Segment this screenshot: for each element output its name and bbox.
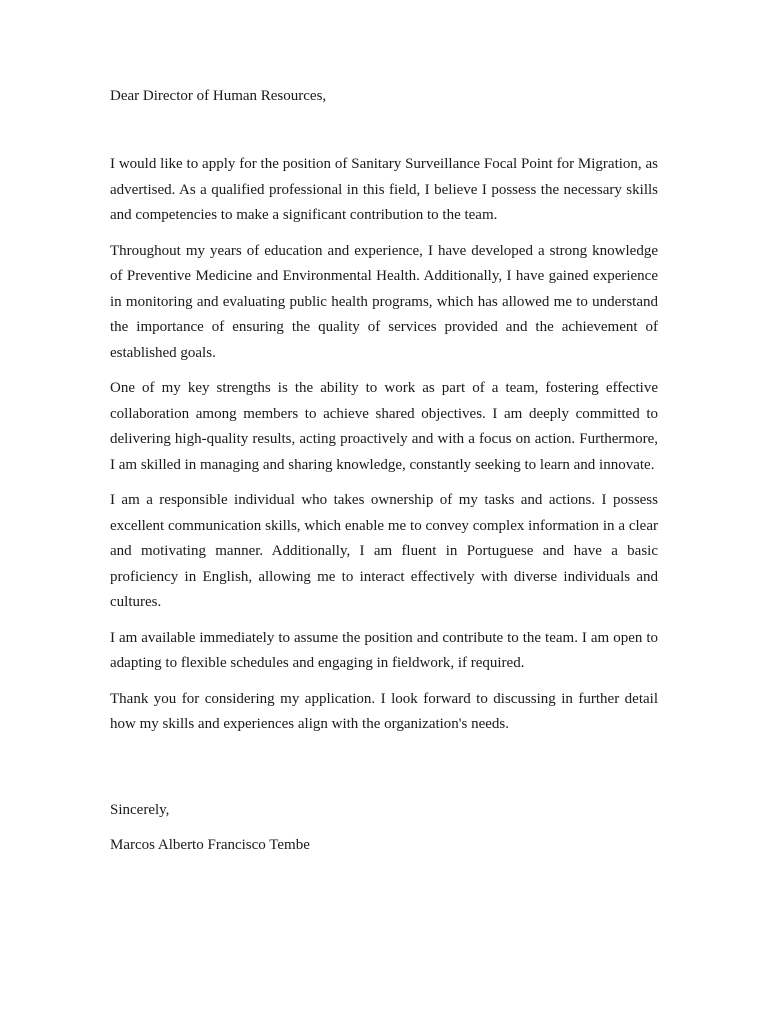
paragraph-skills: I am a responsible individual who takes ownership of my tasks and actions. I possess excellent communication skills, which enable me to convey complex information in a clear and motivating manner. Additionally, I am fluent in Portuguese and have a basic proficiency in English, allowing me to interact effectively with diverse individuals and cultures. [110,492,658,610]
closing-phrase: Sincerely, [110,802,170,818]
signature-name: Marcos Alberto Francisco Tembe [110,836,310,853]
letter-salutation: Dear Director of Human Resources, [110,88,327,104]
paragraph-strengths: One of my key strengths is the ability to work as part of a team, fostering effective collaboration among members to achieve shared objectives. I am deeply committed to delivering high-quality results, acting proactively and with a focus on action. Furthermore, I am skilled in managing and sharing knowledge, constantly seeking to learn and innovate. [110,380,658,473]
paragraph-introduction: I would like to apply for the position of Sanitary Surveillance Focal Point for Migration, as advertised. As a qualified professional in this field, I believe I possess the necessary skills and competencies to make a significant contribution to the team. [110,156,658,223]
letter-body [110,152,658,748]
letter-closing-block [110,798,658,858]
paragraph-thanks: Thank you for considering my application. I look forward to discussing in further detail how my skills and experiences align with the organization's needs. [110,690,658,732]
paragraph-experience: Throughout my years of education and experience, I have developed a strong knowledge of Preventive Medicine and Environmental Health. Additionally, I have gained experience in monitoring and evaluating public health programs, which has allowed me to understand the importance of ensuring the quality of services provided and the achievement of established goals. [110,242,658,361]
paragraph-availability: I am available immediately to assume the position and contribute to the team. I am open to adapting to flexible schedules and engaging in fieldwork, if required. [110,629,658,671]
